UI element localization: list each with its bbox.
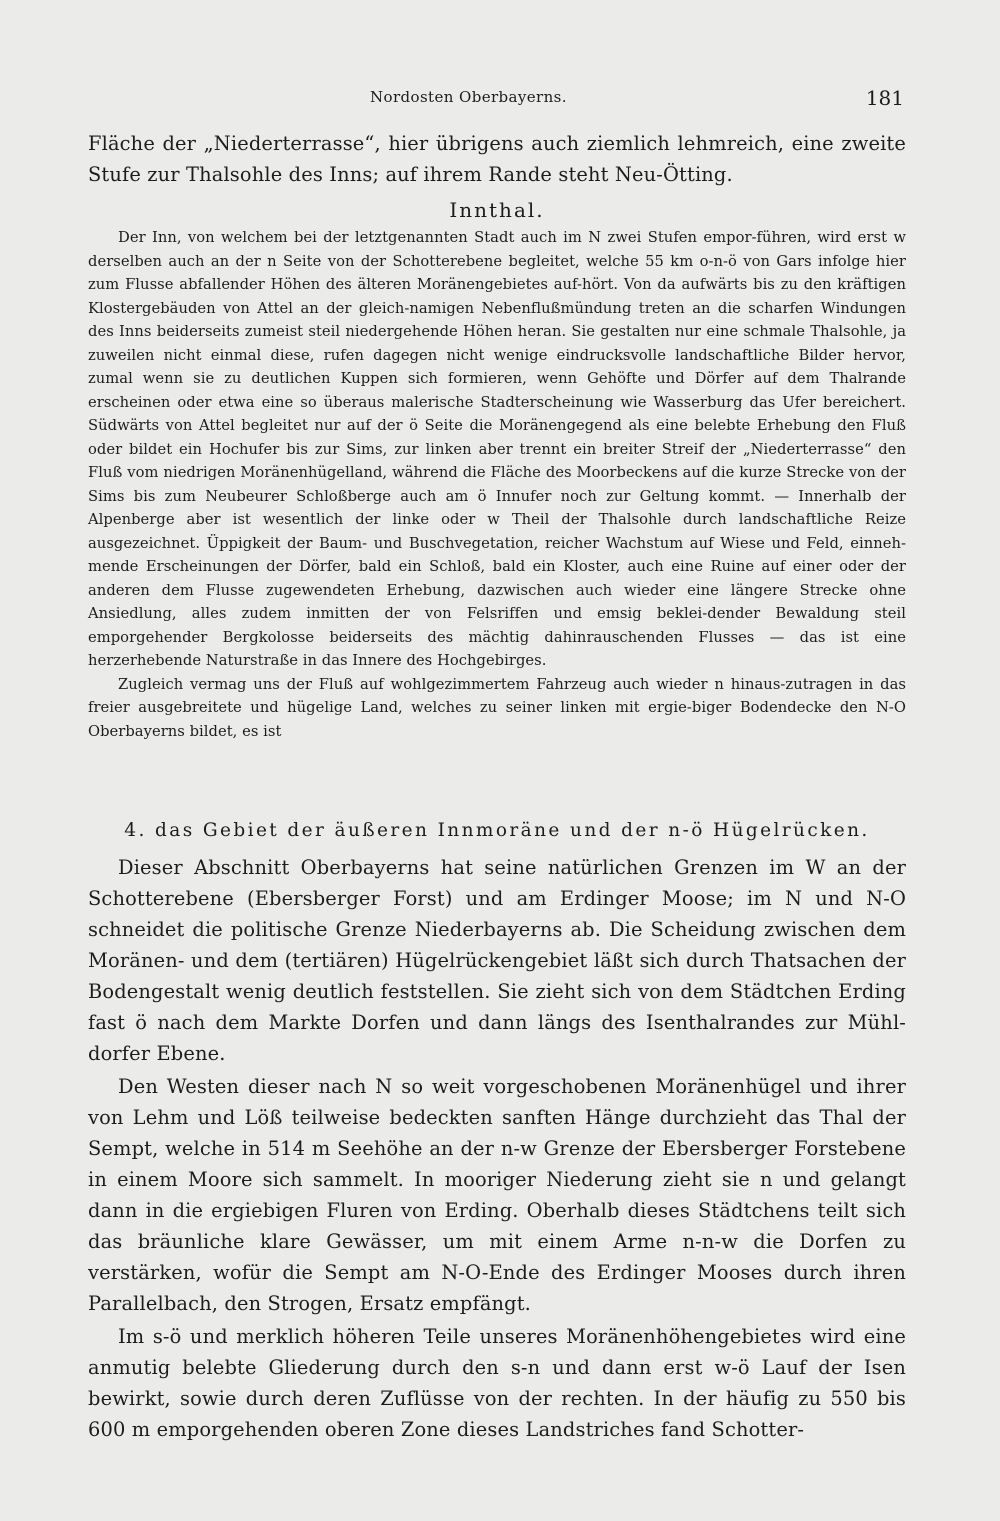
running-title: Nordosten Oberbayerns. — [370, 88, 567, 106]
intro-paragraph-block — [88, 128, 906, 190]
section-paragraph: Den Westen dieser nach N so weit vorgeschobenen Moränenhügel und ihrer von Lehm und Löß teilweise bedeckten sanften Hänge durchzieht das Thal der Sempt, welche in 514 m Seehöhe an der n-w Grenze der Ebersberger Forstebene in einem Moore sich sammelt. In mooriger Niederung zieht sie n und gelangt dann in die ergiebigen Fluren von Erding. Oberhalb dieses Städtchens teilt sich das bräunliche klare Gewässer, um mit einem Arme n-n-w die Dorfen zu verstärken, wofür die Sempt am N-O-Ende des Erdinger Mooses durch ihren Parallelbach, den Strogen, Ersatz empfängt. — [88, 1075, 906, 1315]
section-heading: 4. das Gebiet der äußeren Innmoräne und der n-ö Hügelrücken. — [124, 820, 870, 841]
innthal-paragraph: Der Inn, von welchem bei der letztgenannten Stadt auch im N zwei Stufen empor-führen, wird erst w derselben auch an der n Seite von der Schotterebene begleitet, welche 55 km o-n-ö von Gars infolge hier zum Flusse abfallender Höhen des älteren Moränengebietes auf-hört. Von da aufwärts bis zu den kräftigen Klostergebäuden von Attel an der gleich-namigen Nebenflußmündung treten an die scharfen Windungen des Inns beiderseits zumeist steil niedergehende Höhen heran. Sie gestalten nur eine schmale Thalsohle, ja zuweilen nicht einmal diese, rufen dagegen nicht wenige eindrucksvolle landschaftliche Bilder hervor, zumal wenn sie zu deutlichen Kuppen sich formieren, wenn Gehöfte und Dörfer auf dem Thalrande erscheinen oder etwa eine so überaus malerische Stadterscheinung wie Wasserburg das Ufer bereichert. Südwärts von Attel begleitet nur auf der ö Seite die Moränengegend als eine belebte Erhebung den Fluß oder bildet ein Hochufer bis zur Sims, zur linken aber trennt ein breiter Streif der „Niederterrasse“ den Fluß vom niedrigen Moränenhügelland, während die Fläche des Moorbeckens auf die kurze Strecke von der Sims bis zum Neubeurer Schloßberge auch am ö Innufer noch zur Geltung kommt. — Innerhalb der Alpenberge aber ist wesentlich der linke oder w Theil der Thalsohle durch landschaftliche Reize ausgezeichnet. Üppigkeit der Baum- und Buschvegetation, reicher Wachstum auf Wiese und Feld, einneh-mende Erscheinungen der Dörfer, bald ein Schloß, bald ein Kloster, auch eine Ruine auf einer oder der anderen dem Flusse zugewendeten Erhebung, dazwischen auch wieder eine längere Strecke ohne Ansiedlung, alles zudem inmitten der von Felsriffen und emsig beklei-dender Bewaldung steil emporgehender Bergkolosse beiderseits des mächtig dahinrauschenden Flusses — das ist eine herzerhebende Naturstraße in das Innere des Hochgebirges. — [88, 229, 906, 669]
section-paragraph: Dieser Abschnitt Oberbayerns hat seine natürlichen Grenzen im W an der Schotterebene (Ebersberger Forst) und am Erdinger Moose; im N und N-O schneidet die politische Grenze Niederbayerns ab. Die Scheidung zwischen dem Moränen- und dem (tertiären) Hügelrückengebiet läßt sich durch Thatsachen der Bodengestalt wenig deutlich feststellen. Sie zieht sich von dem Städtchen Erding fast ö nach dem Markte Dorfen und dann längs des Isenthalrandes zur Mühl-dorfer Ebene. — [88, 856, 906, 1065]
intro-paragraph: Fläche der „Niederterrasse“, hier übrigens auch ziemlich lehmreich, eine zweite Stufe zur Thalsohle des Inns; auf ihrem Rande steht Neu-Ötting. — [88, 132, 906, 186]
running-head — [88, 84, 906, 114]
innthal-paragraph-continuation: Zugleich vermag uns der Fluß auf wohlgezimmertem Fahrzeug auch wieder n hinaus-zutragen in das freier ausgebreitete und hügelige Land, welches zu seiner linken mit ergie-biger Bodendecke den N-O Oberbayerns bildet, es ist — [88, 675, 906, 740]
section-paragraph: Im s-ö und merklich höheren Teile unseres Moränenhöhengebietes wird eine anmutig belebte Gliederung durch den s-n und dann erst w-ö Lauf der Isen bewirkt, sowie durch deren Zuflüsse von der rechten. In der häufig zu 550 bis 600 m emporgehenden oberen Zone dieses Landstriches fand Schotter- — [88, 1325, 906, 1441]
innthal-text-block — [88, 226, 906, 743]
section-text-block — [88, 852, 906, 1445]
page-number: 181 — [865, 86, 904, 110]
innthal-heading: Innthal. — [449, 198, 545, 222]
